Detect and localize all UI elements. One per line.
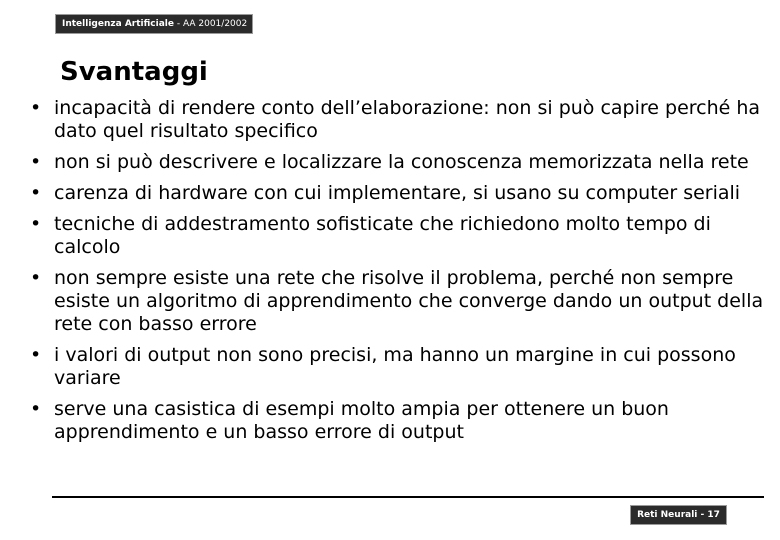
list-item — [30, 213, 765, 259]
footer-label: Reti Neurali - 17 — [637, 510, 720, 520]
academic-year: AA 2001/2002 — [182, 19, 248, 29]
bullet-text: non sempre esiste una rete che risolve il problema, perché non sempre esiste un algoritmo di apprendimento che converge dando un output della rete con basso errore — [54, 267, 764, 335]
list-item — [30, 97, 765, 143]
bullet-text: carenza di hardware con cui implementare, si usano su computer seriali — [54, 182, 741, 204]
list-item — [30, 398, 765, 444]
bullet-icon: • — [30, 213, 42, 235]
bullet-text: non si può descrivere e localizzare la conoscenza memorizzata nella rete — [54, 151, 749, 173]
bullet-text: i valori di output non sono precisi, ma hanno un margine in cui possono variare — [54, 344, 736, 389]
list-item — [30, 151, 765, 174]
bullet-text: tecniche di addestramento sofisticate che richiedono molto tempo di calcolo — [54, 213, 711, 258]
bullet-icon: • — [30, 182, 42, 204]
course-name: Intelligenza Artificiale — [62, 19, 174, 29]
slide-title: Svantaggi — [60, 57, 208, 87]
footer-page-badge — [630, 505, 727, 525]
list-item — [30, 344, 765, 390]
bullet-text: serve una casistica di esempi molto ampia per ottenere un buon apprendimento e un basso errore di output — [54, 398, 669, 443]
header-separator: - — [173, 19, 183, 29]
bullet-icon: • — [30, 398, 42, 420]
bullet-icon: • — [30, 97, 42, 119]
bullet-icon: • — [30, 344, 42, 366]
bullet-list — [30, 97, 765, 452]
bullet-icon: • — [30, 151, 42, 173]
list-item — [30, 182, 765, 205]
list-item — [30, 267, 765, 336]
bullet-icon: • — [30, 267, 42, 289]
footer-divider — [52, 496, 764, 498]
course-header-badge — [55, 14, 253, 34]
bullet-text: incapacità di rendere conto dell’elaborazione: non si può capire perché ha dato quel risultato specifico — [54, 97, 761, 142]
